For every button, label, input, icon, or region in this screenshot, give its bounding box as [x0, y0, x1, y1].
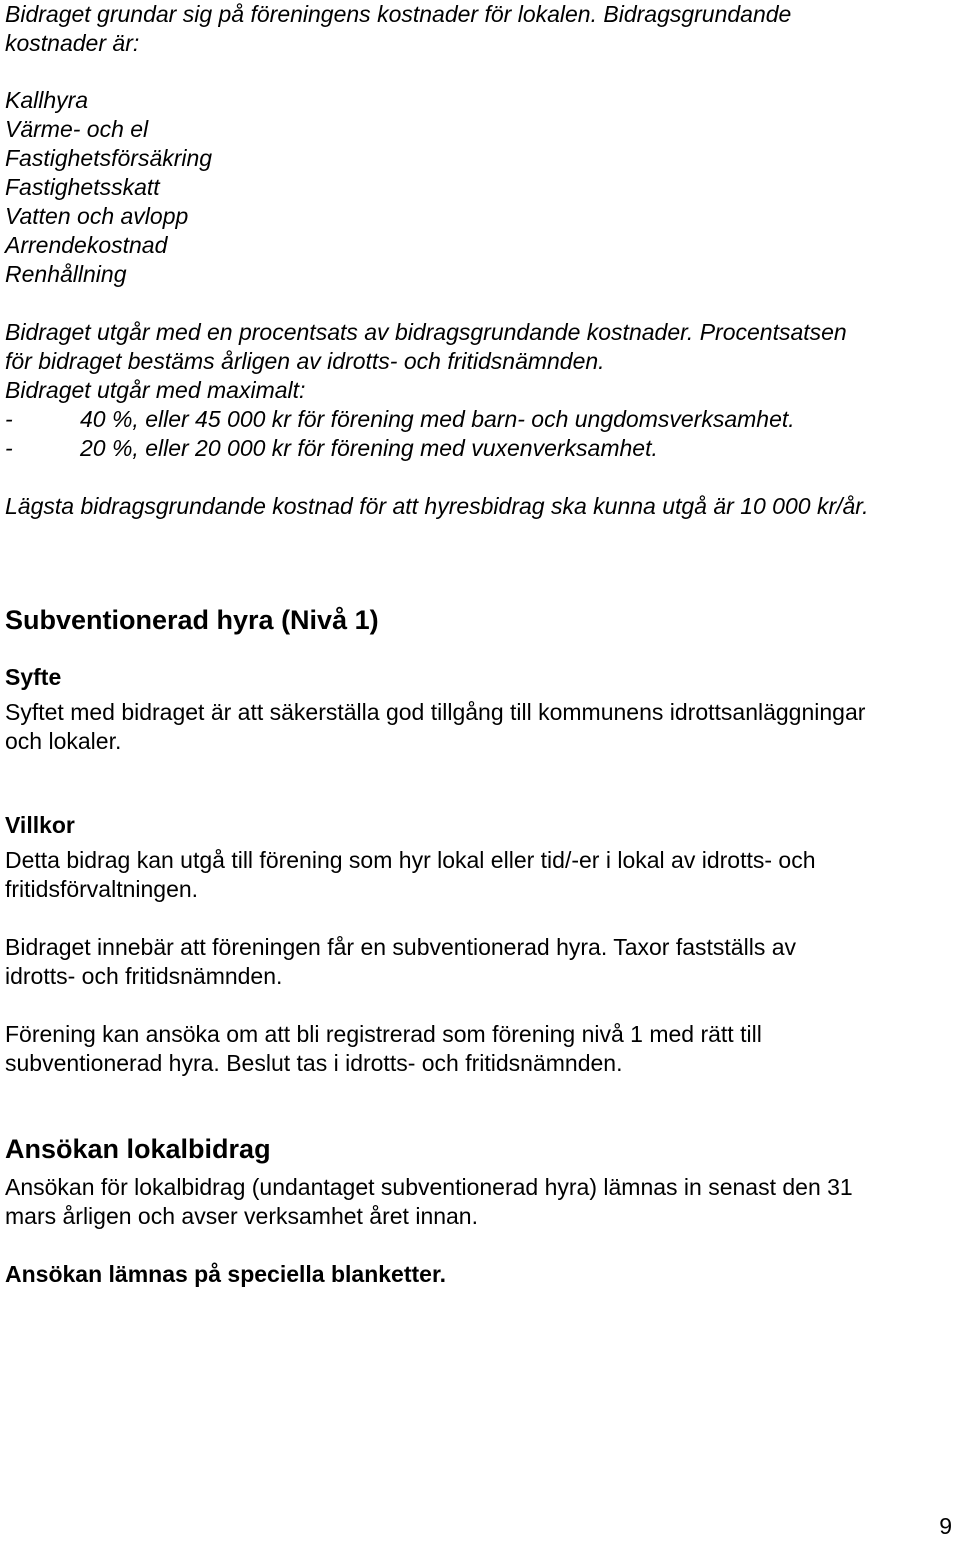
conditions-p1-line-1: Detta bidrag kan utgå till förening som hyr lokal eller tid/-er i lokal av idrotts- och	[5, 847, 816, 873]
percentage-line-1: Bidraget utgår med en procentsats av bidragsgrundande kostnader. Procentsatsen	[5, 319, 847, 345]
cost-item: Arrendekostnad	[5, 232, 168, 258]
bullet-dash: -	[5, 435, 13, 461]
conditions-p2-line-2: idrotts- och fritidsnämnden.	[5, 963, 283, 989]
page-number: 9	[939, 1513, 952, 1539]
cost-item: Fastighetsförsäkring	[5, 145, 213, 171]
cost-item: Fastighetsskatt	[5, 174, 160, 200]
conditions-p1-line-2: fritidsförvaltningen.	[5, 876, 199, 902]
purpose-line-1: Syftet med bidraget är att säkerställa god tillgång till kommunens idrottsanläggningar	[5, 699, 866, 725]
subheading-purpose: Syfte	[5, 664, 62, 690]
section-heading-application: Ansökan lokalbidrag	[5, 1134, 271, 1164]
intro-line-2: kostnader är:	[5, 30, 140, 56]
minimum-cost-note: Lägsta bidragsgrundande kostnad för att hyresbidrag ska kunna utgå är 10 000 kr/år.	[5, 493, 869, 519]
section-heading-subsidized: Subventionerad hyra (Nivå 1)	[5, 605, 379, 635]
subheading-conditions: Villkor	[5, 812, 75, 838]
conditions-p3-line-2: subventionerad hyra. Beslut tas i idrotts- och fritidsnämnden.	[5, 1050, 623, 1076]
conditions-p2-line-1: Bidraget innebär att föreningen får en subventionerad hyra. Taxor fastställs av	[5, 934, 796, 960]
bullet-item: 40 %, eller 45 000 kr för förening med barn- och ungdomsverksamhet.	[80, 406, 795, 432]
application-line-2: mars årligen och avser verksamhet året innan.	[5, 1203, 478, 1229]
cost-item: Vatten och avlopp	[5, 203, 189, 229]
intro-line-1: Bidraget grundar sig på föreningens kostnader för lokalen. Bidragsgrundande	[5, 1, 792, 27]
application-forms-note: Ansökan lämnas på speciella blanketter.	[5, 1261, 447, 1287]
application-line-1: Ansökan för lokalbidrag (undantaget subventionerad hyra) lämnas in senast den 31	[5, 1174, 853, 1200]
conditions-p3-line-1: Förening kan ansöka om att bli registrerad som förening nivå 1 med rätt till	[5, 1021, 762, 1047]
cost-item: Kallhyra	[5, 87, 89, 113]
percentage-line-3: Bidraget utgår med maximalt:	[5, 377, 306, 403]
purpose-line-2: och lokaler.	[5, 728, 122, 754]
bullet-item: 20 %, eller 20 000 kr för förening med vuxenverksamhet.	[80, 435, 658, 461]
percentage-line-2: för bidraget bestäms årligen av idrotts- och fritidsnämnden.	[5, 348, 605, 374]
cost-item: Värme- och el	[5, 116, 149, 142]
bullet-dash: -	[5, 406, 13, 432]
cost-item: Renhållning	[5, 261, 127, 287]
